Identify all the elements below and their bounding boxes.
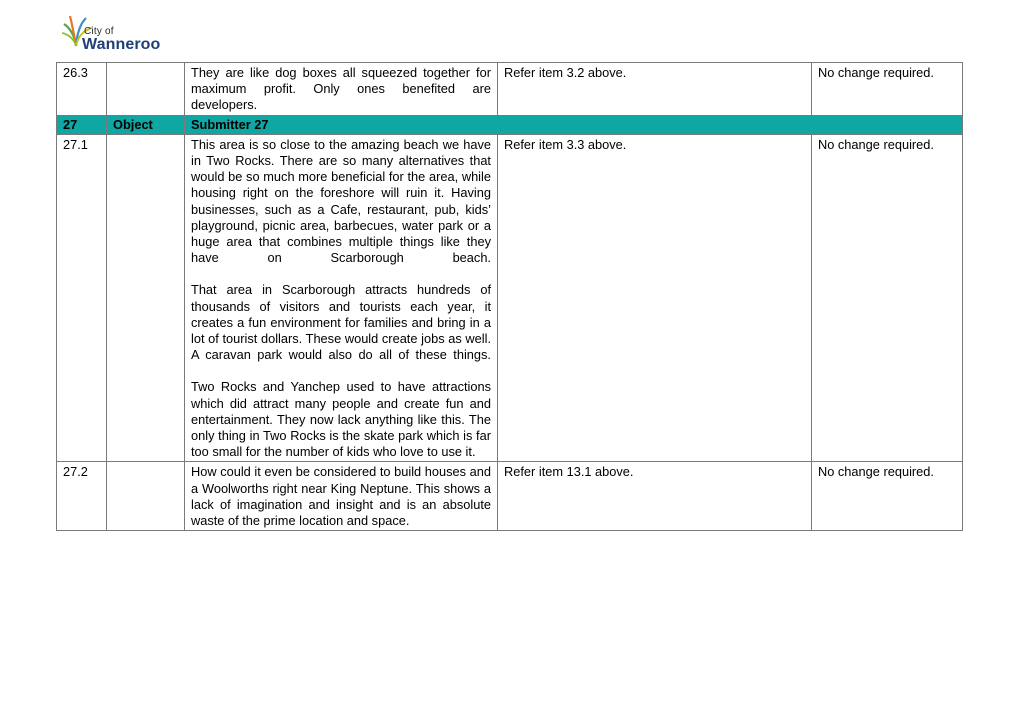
item-number: 27.1 bbox=[57, 134, 107, 462]
outcome: No change required. bbox=[812, 134, 963, 462]
submitter-number: 27 bbox=[57, 115, 107, 134]
item-number: 27.2 bbox=[57, 462, 107, 531]
submitter-header-row bbox=[57, 115, 963, 134]
administration-response: Refer item 3.3 above. bbox=[498, 134, 812, 462]
submission-paragraph: How could it even be considered to build houses and a Woolworths right near King Neptune. This shows a lack of imagination and insight and is an absolute waste of the prime location and space. bbox=[191, 464, 491, 529]
table-row bbox=[57, 462, 963, 531]
submission-text bbox=[185, 63, 498, 116]
administration-response bbox=[498, 115, 812, 134]
submission-text bbox=[185, 134, 498, 462]
submission-type bbox=[107, 63, 185, 116]
city-of-wanneroo-logo bbox=[62, 14, 182, 56]
submission-type: Object bbox=[107, 115, 185, 134]
submission-type bbox=[107, 462, 185, 531]
table-row bbox=[57, 63, 963, 116]
logo-city-text: City of bbox=[84, 26, 114, 37]
table-row bbox=[57, 134, 963, 462]
logo-name-text: Wanneroo bbox=[82, 36, 161, 53]
outcome: No change required. bbox=[812, 462, 963, 531]
submitter-label: Submitter 27 bbox=[185, 115, 498, 134]
submission-paragraph: They are like dog boxes all squeezed together for maximum profit. Only ones benefited are developers. bbox=[191, 65, 491, 113]
administration-response: Refer item 3.2 above. bbox=[498, 63, 812, 116]
outcome: No change required. bbox=[812, 63, 963, 116]
submissions-table bbox=[56, 62, 963, 531]
outcome bbox=[812, 115, 963, 134]
administration-response: Refer item 13.1 above. bbox=[498, 462, 812, 531]
item-number: 26.3 bbox=[57, 63, 107, 116]
submission-paragraph: Two Rocks and Yanchep used to have attractions which did attract many people and create fun and entertainment. They now lack anything like this. The only thing in Two Rocks is the skate park which is far too small for the number of kids who love to use it. bbox=[191, 379, 491, 460]
submission-type bbox=[107, 134, 185, 462]
submission-paragraph: That area in Scarborough attracts hundreds of thousands of visitors and tourists each year, it creates a fun environment for families and bring in a lot of tourist dollars. These would create jobs as well. A caravan park would also do all of these things. bbox=[191, 282, 491, 363]
submission-paragraph: This area is so close to the amazing beach we have in Two Rocks. There are so many alternatives that would be so much more beneficial for the area, while housing right on the foreshore will ruin it. Having businesses, such as a Cafe, restaurant, pub, kids’ playground, picnic area, barbecues, water park or a huge area that combines multiple things like they have on Scarborough beach. bbox=[191, 136, 491, 266]
submission-text bbox=[185, 462, 498, 531]
